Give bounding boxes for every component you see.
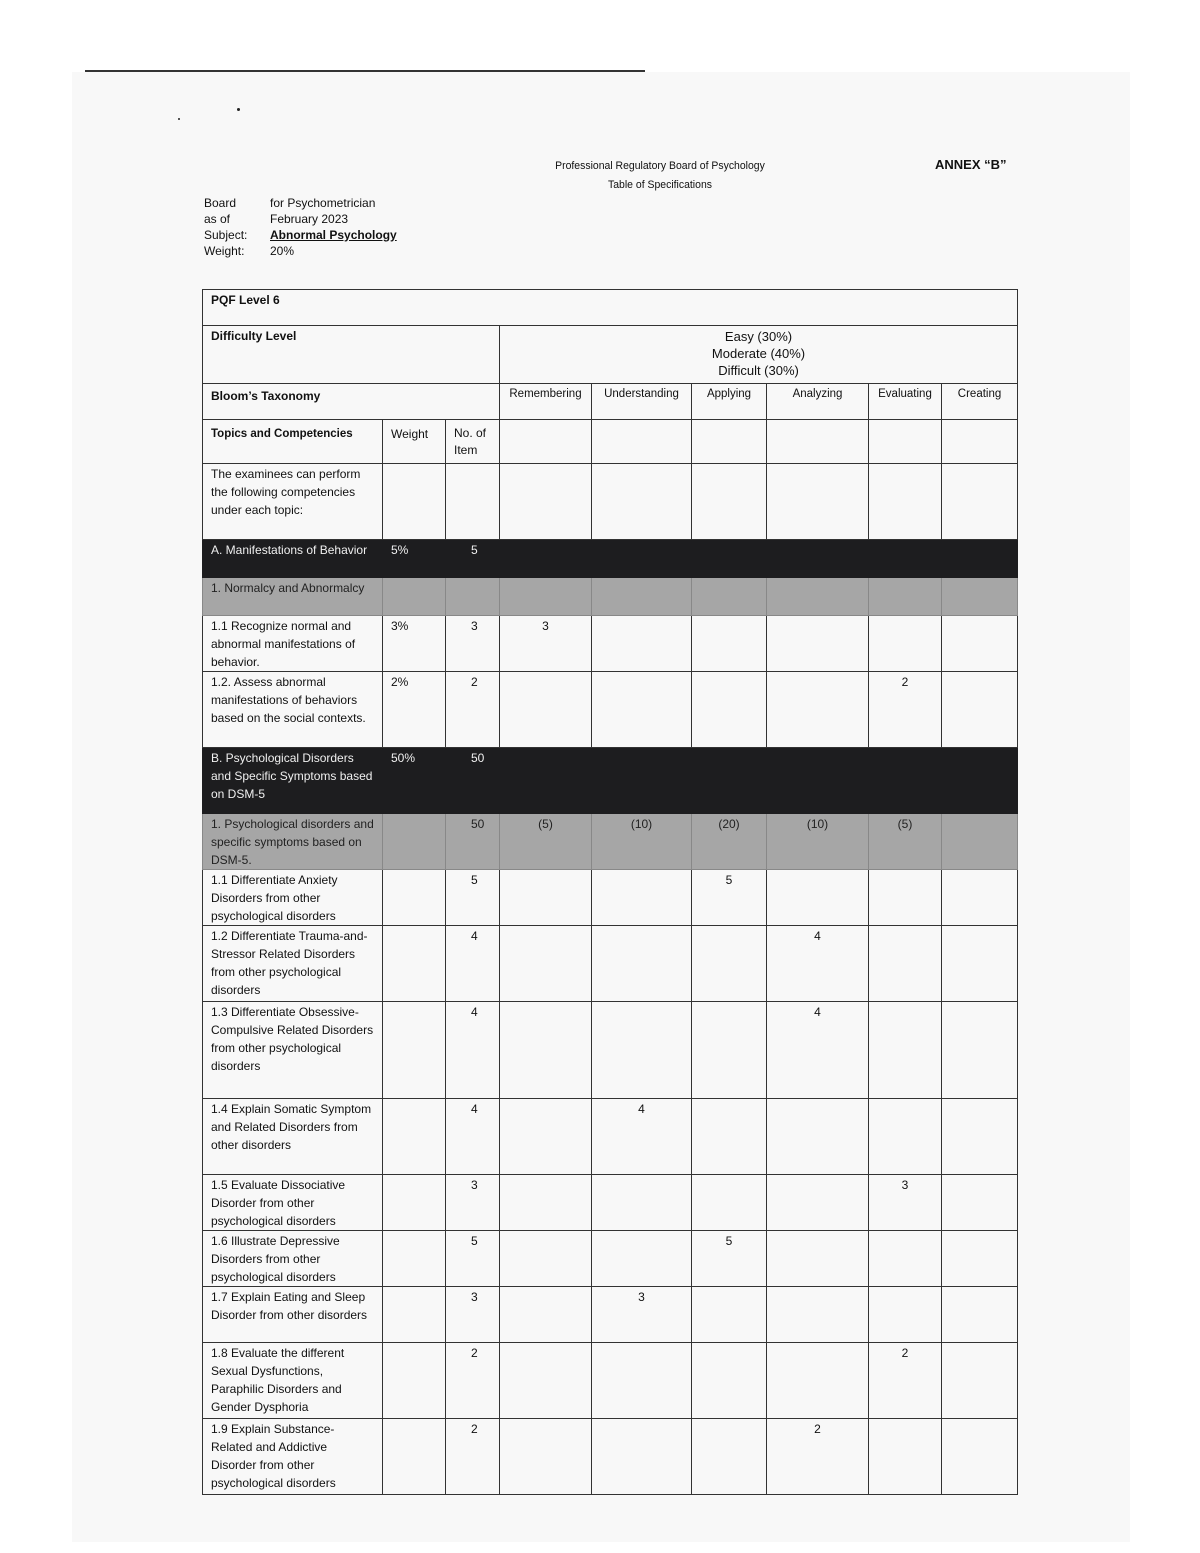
difficulty-moderate: Moderate (40%) xyxy=(711,346,806,361)
creating-cell xyxy=(942,926,1018,1002)
competency-row xyxy=(203,672,1018,748)
weight-cell xyxy=(383,578,446,616)
evaluating-cell xyxy=(869,1099,942,1175)
understanding-cell: (10) xyxy=(592,814,692,870)
analyzing-cell xyxy=(767,1343,869,1419)
evaluating-cell xyxy=(869,1002,942,1099)
analyzing-cell: 2 xyxy=(767,1419,869,1495)
understanding-cell xyxy=(592,540,692,578)
analyzing-cell: (10) xyxy=(767,814,869,870)
weight-cell: 50% xyxy=(383,748,446,814)
creating-cell xyxy=(942,1343,1018,1419)
items-cell: 5 xyxy=(446,540,500,578)
remembering-cell xyxy=(500,1231,592,1287)
remembering-cell xyxy=(500,1343,592,1419)
weight-cell: 5% xyxy=(383,540,446,578)
doc-title: Table of Specifications xyxy=(608,179,712,191)
creating-cell xyxy=(942,1002,1018,1099)
items-cell: 4 xyxy=(446,1002,500,1099)
weight-value: 20% xyxy=(270,244,295,258)
understanding-cell xyxy=(592,616,692,672)
col-items: No. of Item xyxy=(446,420,500,464)
evaluating-cell xyxy=(869,748,942,814)
remembering-cell xyxy=(500,672,592,748)
difficulty-label: Difficulty Level xyxy=(203,326,500,384)
analyzing-cell xyxy=(767,578,869,616)
creating-cell xyxy=(942,1419,1018,1495)
creating-cell xyxy=(942,540,1018,578)
analyzing-cell xyxy=(767,748,869,814)
section-row xyxy=(203,748,1018,814)
weight-cell xyxy=(383,1002,446,1099)
analyzing-cell xyxy=(767,1287,869,1343)
competency-row xyxy=(203,1343,1018,1419)
remembering-cell: 3 xyxy=(500,616,592,672)
topic-cell: A. Manifestations of Behavior xyxy=(203,540,383,578)
remembering-cell xyxy=(500,1287,592,1343)
weight-cell xyxy=(383,1343,446,1419)
analyzing-cell xyxy=(767,1175,869,1231)
competency-row xyxy=(203,926,1018,1002)
applying-cell xyxy=(692,672,767,748)
applying-cell xyxy=(692,1002,767,1099)
creating-cell xyxy=(942,1099,1018,1175)
evaluating-cell xyxy=(869,616,942,672)
difficulty-difficult: Difficult (30%) xyxy=(718,363,799,378)
weight-cell xyxy=(383,1419,446,1495)
evaluating-cell xyxy=(869,926,942,1002)
topic-cell: 1.3 Differentiate Obsessive-Compulsive Related Disorders from other psychological disorders xyxy=(203,1002,383,1099)
specification-table xyxy=(202,289,1018,1495)
asof-value: February 2023 xyxy=(270,212,349,226)
analyzing-cell xyxy=(767,540,869,578)
items-cell: 4 xyxy=(446,1099,500,1175)
remembering-cell xyxy=(500,1099,592,1175)
items-cell: 4 xyxy=(446,926,500,1002)
competency-row xyxy=(203,1231,1018,1287)
topic-cell: 1.1 Differentiate Anxiety Disorders from other psychological disorders xyxy=(203,870,383,926)
applying-cell: (20) xyxy=(692,814,767,870)
understanding-cell xyxy=(592,1343,692,1419)
subject-value: Abnormal Psychology xyxy=(270,228,397,242)
competency-row xyxy=(203,870,1018,926)
document-meta xyxy=(204,195,397,259)
items-cell: 5 xyxy=(446,1231,500,1287)
topic-cell: 1. Psychological disorders and specific symptoms based on DSM-5. xyxy=(203,814,383,870)
topic-cell: 1.1 Recognize normal and abnormal manifestations of behavior. xyxy=(203,616,383,672)
analyzing-cell: 4 xyxy=(767,926,869,1002)
weight-cell xyxy=(383,926,446,1002)
competency-row xyxy=(203,1175,1018,1231)
pqf-level: PQF Level 6 xyxy=(203,290,1018,326)
items-cell: 2 xyxy=(446,672,500,748)
evaluating-cell xyxy=(869,578,942,616)
board-name: Professional Regulatory Board of Psychology xyxy=(555,160,765,172)
topic-cell: B. Psychological Disorders and Specific Symptoms based on DSM-5 xyxy=(203,748,383,814)
items-cell: 2 xyxy=(446,1343,500,1419)
scan-speck xyxy=(237,108,240,111)
remembering-cell xyxy=(500,1002,592,1099)
topic-cell: 1.4 Explain Somatic Symptom and Related Disorders from other disorders xyxy=(203,1099,383,1175)
applying-cell xyxy=(692,1175,767,1231)
applying-cell xyxy=(692,540,767,578)
weight-cell xyxy=(383,1175,446,1231)
analyzing-cell xyxy=(767,1099,869,1175)
creating-cell xyxy=(942,616,1018,672)
remembering-cell xyxy=(500,1419,592,1495)
subsection-row xyxy=(203,578,1018,616)
annex-label: ANNEX “B” xyxy=(935,157,1007,172)
bloom-label: Bloom’s Taxonomy xyxy=(203,384,500,420)
column-header-row xyxy=(203,420,1018,464)
topic-cell: 1.7 Explain Eating and Sleep Disorder from other disorders xyxy=(203,1287,383,1343)
difficulty-easy: Easy (30%) xyxy=(724,329,793,344)
remembering-cell xyxy=(500,1175,592,1231)
remembering-cell xyxy=(500,870,592,926)
items-cell: 5 xyxy=(446,870,500,926)
analyzing-cell xyxy=(767,870,869,926)
analyzing-cell: 4 xyxy=(767,1002,869,1099)
remembering-cell xyxy=(500,540,592,578)
analyzing-cell xyxy=(767,672,869,748)
creating-cell xyxy=(942,814,1018,870)
competency-row xyxy=(203,1419,1018,1495)
items-cell xyxy=(446,578,500,616)
items-cell: 3 xyxy=(446,616,500,672)
applying-cell xyxy=(692,1287,767,1343)
evaluating-cell xyxy=(869,540,942,578)
analyzing-cell xyxy=(767,1231,869,1287)
scan-speck xyxy=(178,118,180,120)
weight-cell xyxy=(383,1231,446,1287)
items-cell: 3 xyxy=(446,1287,500,1343)
topic-cell: 1.8 Evaluate the different Sexual Dysfunctions, Paraphilic Disorders and Gender Dysphoria xyxy=(203,1343,383,1419)
col-weight: Weight xyxy=(383,420,446,464)
intro-text: The examinees can perform the following competencies under each topic: xyxy=(203,464,383,540)
competency-row xyxy=(203,1287,1018,1343)
subject-label: Subject: xyxy=(204,228,248,242)
competency-row xyxy=(203,1099,1018,1175)
applying-cell xyxy=(692,1419,767,1495)
section-row xyxy=(203,540,1018,578)
applying-cell xyxy=(692,926,767,1002)
bloom-applying: Applying xyxy=(692,384,767,420)
understanding-cell xyxy=(592,1002,692,1099)
competency-row xyxy=(203,1002,1018,1099)
bloom-understanding: Understanding xyxy=(592,384,692,420)
intro-row xyxy=(203,464,1018,540)
items-cell: 3 xyxy=(446,1175,500,1231)
bloom-analyzing: Analyzing xyxy=(767,384,869,420)
creating-cell xyxy=(942,748,1018,814)
remembering-cell xyxy=(500,748,592,814)
creating-cell xyxy=(942,870,1018,926)
items-cell: 2 xyxy=(446,1419,500,1495)
evaluating-cell: 2 xyxy=(869,672,942,748)
understanding-cell xyxy=(592,748,692,814)
evaluating-cell: (5) xyxy=(869,814,942,870)
bloom-remembering: Remembering xyxy=(500,384,592,420)
creating-cell xyxy=(942,672,1018,748)
bloom-row xyxy=(203,384,1018,420)
subsection-row xyxy=(203,814,1018,870)
understanding-cell xyxy=(592,870,692,926)
understanding-cell xyxy=(592,578,692,616)
bloom-creating: Creating xyxy=(942,384,1018,420)
creating-cell xyxy=(942,1287,1018,1343)
board-label: Board xyxy=(204,196,237,210)
weight-cell xyxy=(383,1287,446,1343)
applying-cell xyxy=(692,578,767,616)
items-cell: 50 xyxy=(446,814,500,870)
evaluating-cell xyxy=(869,1419,942,1495)
understanding-cell: 3 xyxy=(592,1287,692,1343)
evaluating-cell: 3 xyxy=(869,1175,942,1231)
asof-label: as of xyxy=(204,212,231,226)
remembering-cell xyxy=(500,926,592,1002)
top-rule xyxy=(85,70,645,72)
applying-cell xyxy=(692,1343,767,1419)
board-value: for Psychometrician xyxy=(270,196,376,210)
evaluating-cell: 2 xyxy=(869,1343,942,1419)
weight-cell: 2% xyxy=(383,672,446,748)
understanding-cell: 4 xyxy=(592,1099,692,1175)
remembering-cell xyxy=(500,578,592,616)
creating-cell xyxy=(942,1175,1018,1231)
weight-cell xyxy=(383,814,446,870)
topic-cell: 1.6 Illustrate Depressive Disorders from other psychological disorders xyxy=(203,1231,383,1287)
difficulty-row xyxy=(203,326,1018,384)
understanding-cell xyxy=(592,1231,692,1287)
weight-cell: 3% xyxy=(383,616,446,672)
understanding-cell xyxy=(592,1175,692,1231)
topic-cell: 1.2. Assess abnormal manifestations of behaviors based on the social contexts. xyxy=(203,672,383,748)
difficulty-levels xyxy=(500,326,1018,384)
bloom-evaluating: Evaluating xyxy=(869,384,942,420)
understanding-cell xyxy=(592,672,692,748)
weight-cell xyxy=(383,1099,446,1175)
applying-cell: 5 xyxy=(692,1231,767,1287)
applying-cell xyxy=(692,748,767,814)
topic-cell: 1. Normalcy and Abnormalcy xyxy=(203,578,383,616)
evaluating-cell xyxy=(869,1287,942,1343)
applying-cell: 5 xyxy=(692,870,767,926)
creating-cell xyxy=(942,1231,1018,1287)
applying-cell xyxy=(692,616,767,672)
topic-cell: 1.9 Explain Substance-Related and Addictive Disorder from other psychological disorders xyxy=(203,1419,383,1495)
topic-cell: 1.5 Evaluate Dissociative Disorder from other psychological disorders xyxy=(203,1175,383,1231)
analyzing-cell xyxy=(767,616,869,672)
creating-cell xyxy=(942,578,1018,616)
competency-row xyxy=(203,616,1018,672)
remembering-cell: (5) xyxy=(500,814,592,870)
pqf-row xyxy=(203,290,1018,326)
evaluating-cell xyxy=(869,870,942,926)
topic-cell: 1.2 Differentiate Trauma-and-Stressor Related Disorders from other psychological disorders xyxy=(203,926,383,1002)
understanding-cell xyxy=(592,1419,692,1495)
evaluating-cell xyxy=(869,1231,942,1287)
weight-label: Weight: xyxy=(204,244,245,258)
applying-cell xyxy=(692,1099,767,1175)
col-topics: Topics and Competencies xyxy=(203,420,383,464)
items-cell: 50 xyxy=(446,748,500,814)
understanding-cell xyxy=(592,926,692,1002)
weight-cell xyxy=(383,870,446,926)
